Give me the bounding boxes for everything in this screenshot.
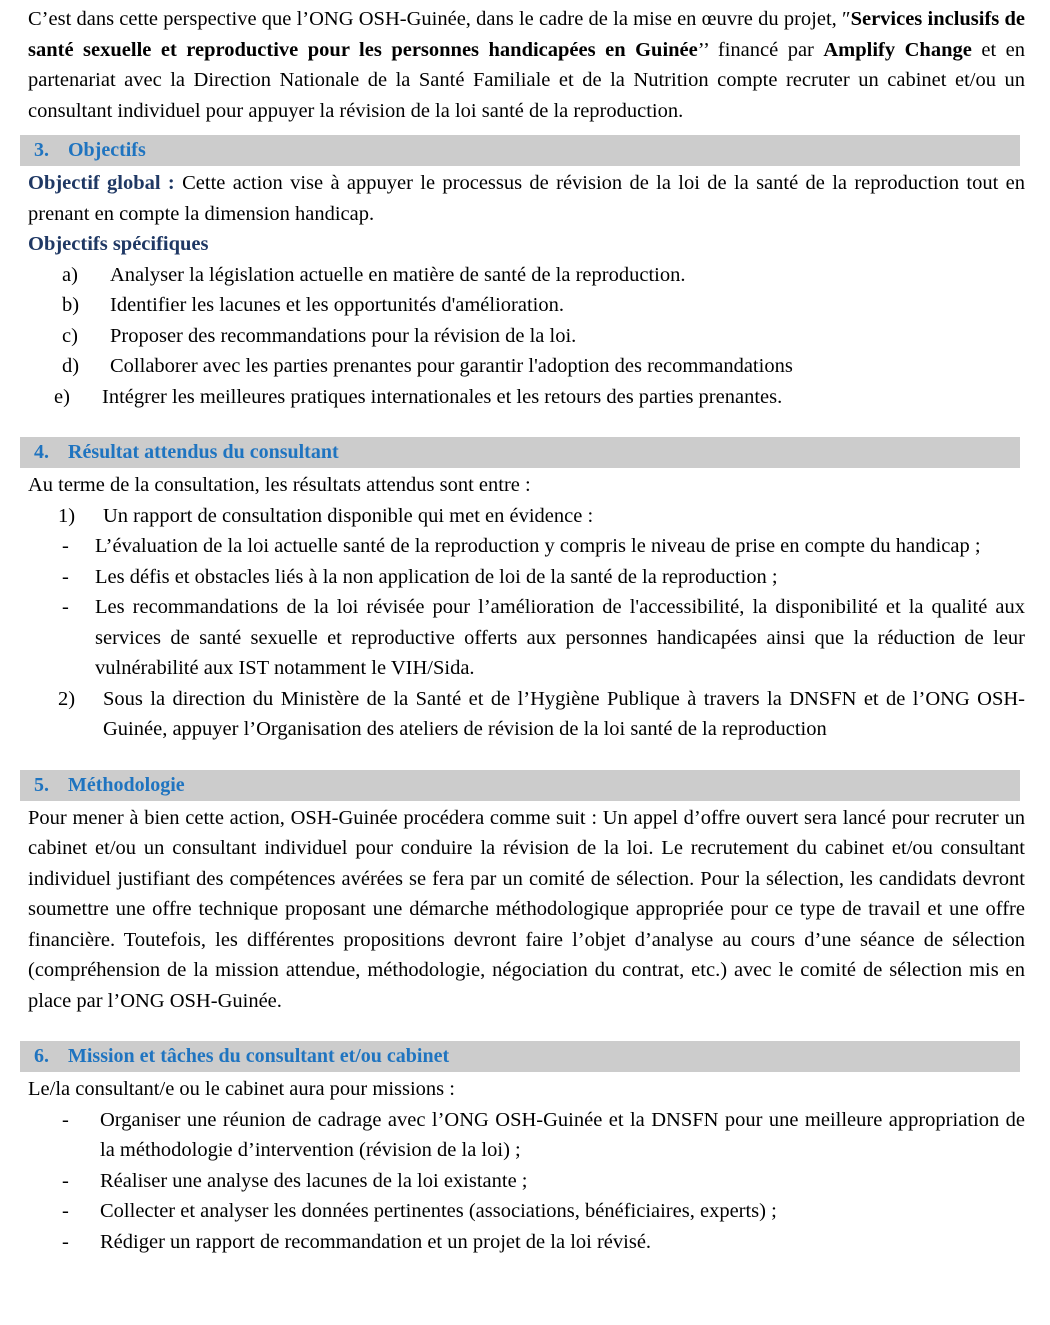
list-marker-dash: -: [62, 596, 69, 618]
list-item: [62, 562, 1025, 593]
list-item-text: Identifier les lacunes et les opportunités d'amélioration.: [110, 294, 564, 316]
list-item: [62, 1196, 1025, 1227]
list-marker: b): [62, 294, 80, 316]
section-title: Mission et tâches du consultant et/ou cabinet: [68, 1045, 450, 1067]
section-heading-objectifs: [20, 135, 1020, 166]
objectif-global-text: Cette action vise à appuyer le processus de révision de la loi de la santé de la reproduction tout en prenant en compte la dimension handicap.: [28, 172, 1025, 225]
objectifs-specifiques-label: Objectifs spécifiques: [28, 233, 209, 255]
intro-text-part3: et en partenariat avec la Direction Nationale de la Santé Familiale et de la Nutrition compte recruter un cabinet et/ou un consultant individuel pour appuyer la révision de la loi santé de la reproduction.: [28, 38, 1025, 122]
funder-name-bold: Amplify Change: [823, 38, 972, 61]
list-item-text: L’évaluation de la loi actuelle santé de la reproduction y compris le niveau de prise en compte du handicap ;: [95, 535, 981, 557]
section-title: Résultat attendus du consultant: [68, 441, 339, 463]
list-marker: 1): [58, 504, 76, 527]
objectif-global-paragraph: [0, 168, 1050, 229]
list-item: [62, 1105, 1025, 1166]
list-marker-dash: -: [62, 1230, 69, 1253]
list-item-text: Réaliser une analyse des lacunes de la loi existante ;: [100, 1169, 528, 1192]
intro-text-part1: C’est dans cette perspective que l’ONG OSH-Guinée, dans le cadre de la mise en œuvre du projet,: [28, 8, 843, 30]
list-item-text: Proposer des recommandations pour la révision de la loi.: [110, 324, 577, 347]
mission-intro: Le/la consultant/e ou le cabinet aura pour missions :: [28, 1078, 455, 1100]
open-quote-glyph: ″: [842, 8, 851, 30]
section-title: Objectifs: [68, 139, 146, 161]
section-heading-methodologie: [20, 770, 1020, 801]
close-quote-glyph: ’’: [697, 38, 709, 61]
list-item: [58, 684, 1025, 745]
list-marker: c): [62, 324, 78, 347]
section-heading-mission-taches: [20, 1041, 1020, 1072]
list-marker-dash: -: [62, 1169, 69, 1192]
intro-paragraph: [0, 0, 1050, 126]
list-marker: 2): [58, 687, 76, 710]
list-item-text: Un rapport de consultation disponible qui met en évidence :: [103, 504, 594, 527]
list-marker-dash: -: [62, 1200, 69, 1222]
list-item-text: Sous la direction du Ministère de la Santé et de l’Hygiène Publique à travers la DNSFN et de l’ONG OSH-Guinée, appuyer l’Organisation des ateliers de révision de la loi santé de la reproduction: [103, 687, 1025, 740]
list-item: [62, 592, 1025, 684]
list-item: [62, 260, 880, 291]
objectifs-specifiques-list: [0, 260, 1050, 413]
resultats-intro: Au terme de la consultation, les résultats attendus sont entre :: [28, 474, 531, 496]
list-marker: d): [62, 355, 80, 377]
objectif-global-label: Objectif global :: [28, 172, 175, 194]
section-title: Méthodologie: [68, 773, 185, 796]
list-item: [62, 351, 880, 382]
resultats-numbered-list: [0, 501, 1050, 532]
list-item: [58, 501, 1025, 532]
list-marker-dash: -: [62, 535, 69, 557]
list-item: [54, 382, 880, 413]
list-item-text: Rédiger un rapport de recommandation et un projet de la loi révisé.: [100, 1230, 652, 1253]
list-item-text: Collecter et analyser les données pertinentes (associations, bénéficiaires, experts) ;: [100, 1200, 777, 1222]
list-item-text: Collaborer avec les parties prenantes pour garantir l'adoption des recommandations: [110, 355, 793, 377]
section-heading-resultat-attendus: [20, 437, 1020, 468]
list-item-text: Les défis et obstacles liés à la non application de loi de la santé de la reproduction ;: [95, 565, 778, 588]
section-number: 3.: [34, 139, 49, 161]
resultats-dash-list: [0, 531, 1050, 684]
list-marker-dash: -: [62, 565, 69, 588]
section-number: 5.: [34, 773, 49, 796]
list-item-text: Les recommandations de la loi révisée pour l’amélioration de l'accessibilité, la disponibilité et la qualité aux services de santé sexuelle et reproductive offerts aux personnes handicapées ainsi que la réduction de leur vulnérabilité aux IST notamment le VIH/Sida.: [95, 596, 1025, 679]
section-number: 4.: [34, 441, 49, 463]
resultats-numbered-list-2: [0, 684, 1050, 745]
intro-text-part2: financé par: [708, 38, 824, 61]
list-item: [62, 1227, 1025, 1258]
mission-dash-list: [0, 1105, 1050, 1258]
project-title-bold: Services inclusifs de santé sexuelle et reproductive pour les personnes handicapées en Guinée: [28, 8, 1025, 61]
methodologie-paragraph: Pour mener à bien cette action, OSH-Guinée procédera comme suit : Un appel d’offre ouvert sera lancé pour recruter un cabinet et/ou un consultant individuel pour conduire la révision de la loi. Le recrutement du cabinet et/ou consultant individuel justifiant des compétences avérées se fera par un comité de sélection. Pour la sélection, les candidats devront soumettre une offre technique proposant une démarche méthodologique appropriée pour ce type de travail et une offre financière. Toutefois, les différentes propositions devront faire l’objet d’analyse au cours d’une séance de sélection (compréhension de la mission attendue, méthodologie, négociation du contrat, etc.) avec le comité de sélection mis en place par l’ONG OSH-Guinée.: [28, 806, 1025, 1012]
list-marker-dash: -: [62, 1108, 69, 1131]
list-item-text: Organiser une réunion de cadrage avec l’ONG OSH-Guinée et la DNSFN pour une meilleure appropriation de la méthodologie d’intervention (révision de la loi) ;: [100, 1108, 1025, 1161]
list-item: [62, 531, 1025, 562]
list-item: [62, 321, 880, 352]
list-item-text: Intégrer les meilleures pratiques internationales et les retours des parties prenantes.: [102, 385, 783, 408]
list-marker: a): [62, 263, 78, 286]
list-item: [62, 290, 880, 321]
list-item-text: Analyser la législation actuelle en matière de santé de la reproduction.: [110, 263, 686, 286]
section-number: 6.: [34, 1045, 49, 1067]
list-marker: e): [54, 385, 70, 408]
list-item: [62, 1166, 1025, 1197]
